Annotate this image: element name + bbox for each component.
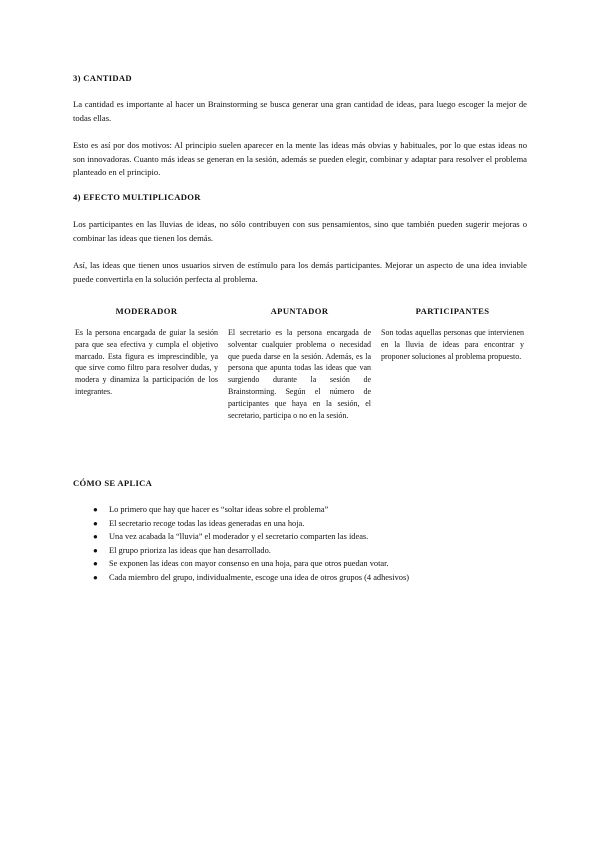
section-heading-efecto-multiplicador: 4) EFECTO MULTIPLICADOR xyxy=(73,192,201,202)
role-column-apuntador xyxy=(226,305,373,421)
section-heading-como-se-aplica: CÓMO SE APLICA xyxy=(73,478,153,488)
role-title: MODERADOR xyxy=(115,306,178,316)
role-description: El secretario es la persona encargada de solventar cualquier problema o necesidad que pueda darse en la sesión. Además, es la persona que apunta todas las ideas que van surgiendo durante la sesión de Brainstorming. Según el número de participantes que haya en la sesión, el secretario, participa o no en la sesión. xyxy=(228,328,371,420)
cantidad-paragraph-2: Esto es así por dos motivos: Al principio suelen aparecer en la mente las ideas más obvias y habituales, por lo que estas ideas no son innovadoras. Cuanto más ideas se generan en la sesión, además se pueden elegir, combinar y adaptar para resolver el problema planteado en el principio. xyxy=(73,140,527,177)
efecto-paragraph-1: Los participantes en las lluvias de ideas, no sólo contribuyen con sus pensamientos, sino que también pueden sugerir mejoras o combinar las ideas que tienen los demás. xyxy=(73,219,527,243)
step-text: Cada miembro del grupo, individualmente, escoge una idea de otros grupos (4 adhesivos) xyxy=(109,572,410,582)
list-item xyxy=(93,530,523,544)
role-column-participantes xyxy=(379,305,526,421)
role-title: APUNTADOR xyxy=(270,306,329,316)
efecto-paragraph-2: Así, las ideas que tienen unos usuarios sirven de estímulo para los demás participantes. Mejorar un aspecto de una idea inviable puede convertirla en la solución perfecta al problema. xyxy=(73,260,527,284)
list-item xyxy=(93,544,523,558)
cantidad-paragraph-1: La cantidad es importante al hacer un Brainstorming se busca generar una gran cantidad de ideas, para luego escoger la mejor de todas ellas. xyxy=(73,99,527,123)
step-text: Se exponen las ideas con mayor consenso en una hoja, para que otros puedan votar. xyxy=(109,559,389,569)
role-description: Es la persona encargada de guiar la sesión para que sea efectiva y cumpla el objetivo marcado. Esta figura es imprescindible, ya que sirve como filtro para resolver dudas, y modera y dinamiza la participación de los integrantes. xyxy=(75,328,218,396)
list-item xyxy=(93,517,523,531)
step-text: Una vez acabada la “lluvia” el moderador y el secretario comparten las ideas. xyxy=(109,532,369,542)
bullet-icon: ● xyxy=(93,518,98,528)
list-item xyxy=(93,557,523,571)
bullet-icon: ● xyxy=(93,545,98,555)
bullet-icon: ● xyxy=(93,559,98,569)
bullet-icon: ● xyxy=(93,532,98,542)
step-text: El grupo prioriza las ideas que han desarrollado. xyxy=(109,545,271,555)
step-text: El secretario recoge todas las ideas generadas en una hoja. xyxy=(109,518,305,528)
role-column-moderador xyxy=(73,305,220,421)
bullet-icon: ● xyxy=(93,505,98,514)
steps-list xyxy=(93,503,523,585)
step-text: Lo primero que hay que hacer es “soltar ideas sobre el problema” xyxy=(109,505,329,514)
bullet-icon: ● xyxy=(93,572,98,582)
role-title: PARTICIPANTES xyxy=(415,306,490,316)
list-item xyxy=(93,571,523,585)
role-description: Son todas aquellas personas que intervienen en la lluvia de ideas para encontrar y proponer soluciones al problema propuesto. xyxy=(381,328,524,361)
section-heading-cantidad: 3) CANTIDAD xyxy=(73,73,132,83)
list-item xyxy=(93,503,523,517)
roles-table xyxy=(73,305,527,421)
